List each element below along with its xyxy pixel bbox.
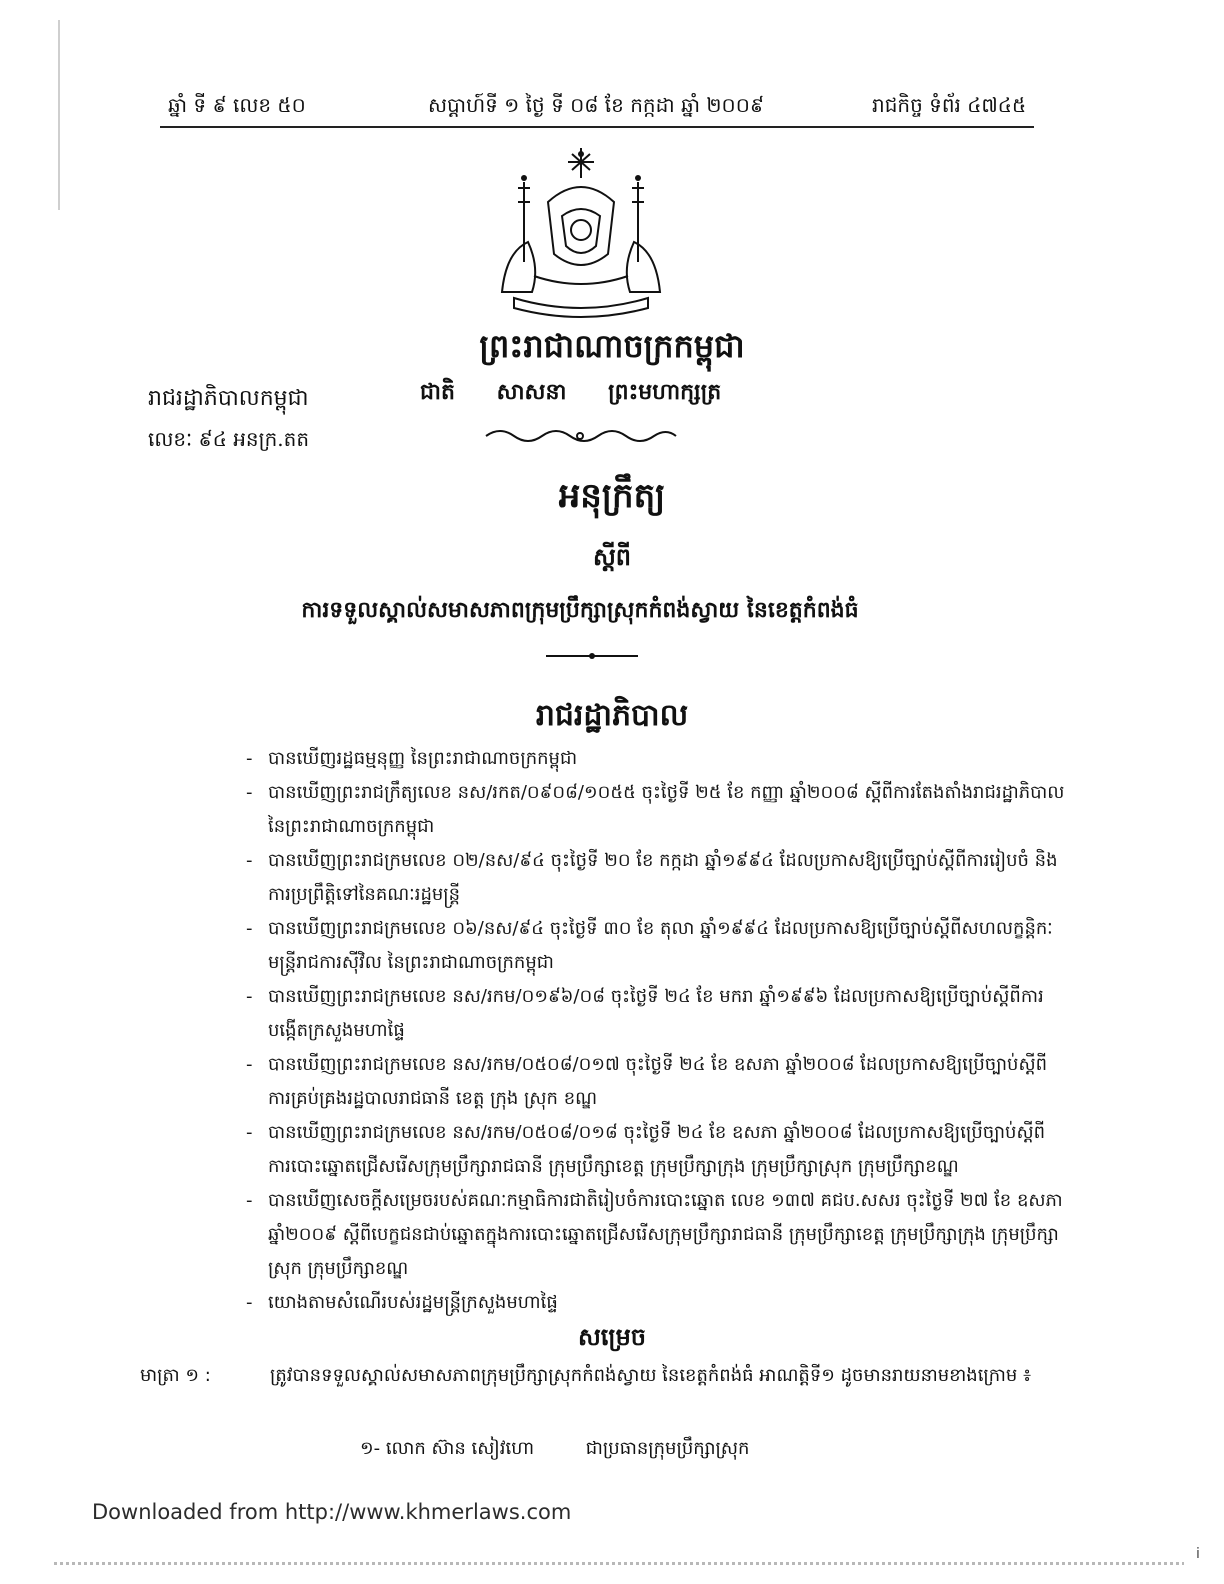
- issuing-government: រាជរដ្ឋាភិបាលកម្ពុជា: [148, 386, 309, 411]
- scan-bottom-edge: [54, 1562, 1184, 1565]
- decree-subject: ការទទួលស្គាល់សមាសភាពក្រុមប្រឹក្សាស្រុកកំពង់ស្វាយ នៃខេត្តកំពង់ធំ: [301, 597, 859, 623]
- gazette-year-issue: ឆ្នាំ ទី ៩ លេខ ៥០: [168, 93, 306, 117]
- member-name: ១- លោក ស៊ាន សៀវហោ: [360, 1438, 535, 1459]
- royal-government-heading: រាជរដ្ឋាភិបាល: [535, 698, 689, 733]
- motto-religion: សាសនា: [496, 379, 567, 405]
- recital-item: - បានឃើញព្រះរាជក្រឹត្យលេខ នស/រកត/០៩០៨/១០៥៥ ចុះថ្ងៃទី ២៥ ខែ កញ្ញា ឆ្នាំ២០០៨ ស្តីពីការតែងតាំងរាជរដ្ឋាភិបាល នៃព្រះរាជាណាចក្រកម្ពុជា: [246, 782, 1065, 837]
- recital-item: - បានឃើញព្រះរាជក្រមលេខ ០៦/នស/៩៤ ចុះថ្ងៃទី ៣០ ខែ តុលា ឆ្នាំ១៩៩៤ ដែលប្រកាសឱ្យប្រើច្បាប់ស្តីពីសហលក្ខន្តិកៈមន្ត្រីរាជការស៊ីវិល នៃព្រះរាជាណាចក្រកម្ពុជា: [246, 918, 1053, 973]
- gazette-header: [0, 84, 1224, 124]
- member-role: ជាប្រធានក្រុមប្រឹក្សាស្រុក: [585, 1438, 750, 1459]
- motto-nation: ជាតិ: [420, 379, 455, 405]
- recital-text: បានឃើញព្រះរាជក្រមលេខ នស/រកម/០៥០៨/០១៧ ចុះថ្ងៃទី ២៤ ខែ ឧសភា ឆ្នាំ២០០៨ ដែលប្រកាសឱ្យប្រើច្បាប់ស្តីពីការគ្រប់គ្រងរដ្ឋបាលរាជធានី ខេត្ត ក្រុង ស្រុក ខណ្ឌ: [268, 1054, 1048, 1109]
- recital-item: - បានឃើញព្រះរាជក្រមលេខ នស/រកម/០១៩៦/០៨ ចុះថ្ងៃទី ២៤ ខែ មករា ឆ្នាំ១៩៩៦ ដែលប្រកាសឱ្យប្រើច្បាប់ស្តីពីការបង្កើតក្រសួងមហាផ្ទៃ: [246, 986, 1044, 1041]
- royal-coat-of-arms-emblem: [488, 142, 674, 320]
- decision-heading: សម្រេច: [577, 1322, 647, 1351]
- recital-item: - បានឃើញព្រះរាជក្រមលេខ នស/រកម/០៥០៨/០១៧ ចុះថ្ងៃទី ២៤ ខែ ឧសភា ឆ្នាំ២០០៨ ដែលប្រកាសឱ្យប្រើច្បាប់ស្តីពីការគ្រប់គ្រងរដ្ឋបាលរាជធានី ខេត្ត ក្រុង ស្រុក ខណ្ឌ: [246, 1054, 1048, 1109]
- article-1-text: ត្រូវបានទទួលស្គាល់សមាសភាពក្រុមប្រឹក្សាស្រុកកំពង់ស្វាយ នៃខេត្តកំពង់ធំ អាណត្តិទី១ ដូចមានរាយនាមខាងក្រោម ៖: [270, 1365, 1031, 1386]
- gazette-date: សប្តាហ៍ទី ១ ថ្ងៃ ទី ០៨ ខែ កក្កដា ឆ្នាំ ២០០៩: [428, 93, 765, 117]
- recital-text: បានឃើញព្រះរាជក្រមលេខ នស/រកម/០៥០៨/០១៨ ចុះថ្ងៃទី ២៤ ខែ ឧសភា ឆ្នាំ២០០៨ ដែលប្រកាសឱ្យប្រើច្បាប់ស្តីពីការបោះឆ្នោតជ្រើសរើសក្រុមប្រឹក្សារាជធានី ក្រុមប្រឹក្សាខេត្ត ក្រុមប្រឹក្សាក្រុង ក្រុមប្រឹក្សាស្រុក ក្រុមប្រឹក្សាខណ្ឌ: [268, 1122, 1046, 1177]
- recital-text: បានឃើញព្រះរាជក្រមលេខ ០៦/នស/៩៤ ចុះថ្ងៃទី ៣០ ខែ តុលា ឆ្នាំ១៩៩៤ ដែលប្រកាសឱ្យប្រើច្បាប់ស្តីពីសហលក្ខន្តិកៈមន្ត្រីរាជការស៊ីវិល នៃព្រះរាជាណាចក្រកម្ពុជា: [268, 918, 1053, 973]
- motto-king: ព្រះមហាក្សត្រ: [608, 379, 722, 405]
- recital-item: - យោងតាមសំណើរបស់រដ្ឋមន្ត្រីក្រសួងមហាផ្ទៃ: [246, 1292, 558, 1313]
- reference-number: លេខៈ ៩៤ អនក្រ.តត: [148, 427, 310, 451]
- recital-item: - បានឃើញព្រះរាជក្រមលេខ ០២/នស/៩៤ ចុះថ្ងៃទី ២០ ខែ កក្កដា ឆ្នាំ១៩៩៤ ដែលប្រកាសឱ្យប្រើច្បាប់ស្តីពីការរៀបចំ និងការប្រព្រឹត្តិទៅនៃគណៈរដ្ឋមន្ត្រី: [246, 850, 1058, 905]
- recital-text: បានឃើញព្រះរាជក្រមលេខ នស/រកម/០១៩៦/០៨ ចុះថ្ងៃទី ២៤ ខែ មករា ឆ្នាំ១៩៩៦ ដែលប្រកាសឱ្យប្រើច្បាប់ស្តីពីការបង្កើតក្រសួងមហាផ្ទៃ: [268, 986, 1044, 1041]
- page-mark: i: [1196, 1546, 1200, 1562]
- header-rule: [160, 126, 1034, 128]
- recital-text: បានឃើញព្រះរាជក្រឹត្យលេខ នស/រកត/០៩០៨/១០៥៥ ចុះថ្ងៃទី ២៥ ខែ កញ្ញា ឆ្នាំ២០០៨ ស្តីពីការតែងតាំងរាជរដ្ឋាភិបាល នៃព្រះរាជាណាចក្រកម្ពុជា: [268, 782, 1065, 837]
- council-member-1: [360, 1436, 795, 1463]
- recitals-list: [246, 742, 1066, 1320]
- decree-title: អនុក្រឹត្យ: [558, 476, 666, 516]
- recital-text: យោងតាមសំណើរបស់រដ្ឋមន្ត្រីក្រសួងមហាផ្ទៃ: [268, 1292, 558, 1313]
- recital-item: - បានឃើញសេចក្តីសម្រេចរបស់គណៈកម្មាធិការជាតិរៀបចំការបោះឆ្នោត លេខ ១៣៧ គជប.សសរ ចុះថ្ងៃទី ២៧ ខែ ឧសភា ឆ្នាំ២០០៩ ស្តីពីបេក្ខជនជាប់ឆ្នោតក្នុងការបោះឆ្នោតជ្រើសរើសក្រុមប្រឹក្សារាជធានី ក្រុមប្រឹក្សាខេត្ត ក្រុមប្រឹក្សាក្រុង ក្រុមប្រឹក្សាស្រុក ក្រុមប្រឹក្សាខណ្ឌ: [246, 1190, 1063, 1279]
- article-1-label: មាត្រា ១ :: [140, 1365, 211, 1386]
- recital-item: - បានឃើញរដ្ឋធម្មនុញ្ញ នៃព្រះរាជាណាចក្រកម្ពុជា: [246, 748, 578, 769]
- recital-text: បានឃើញព្រះរាជក្រមលេខ ០២/នស/៩៤ ចុះថ្ងៃទី ២០ ខែ កក្កដា ឆ្នាំ១៩៩៤ ដែលប្រកាសឱ្យប្រើច្បាប់ស្តីពីការរៀបចំ និងការប្រព្រឹត្តិទៅនៃគណៈរដ្ឋមន្ត្រី: [268, 850, 1058, 905]
- recital-item: - បានឃើញព្រះរាជក្រមលេខ នស/រកម/០៥០៨/០១៨ ចុះថ្ងៃទី ២៤ ខែ ឧសភា ឆ្នាំ២០០៨ ដែលប្រកាសឱ្យប្រើច្បាប់ស្តីពីការបោះឆ្នោតជ្រើសរើសក្រុមប្រឹក្សារាជធានី ក្រុមប្រឹក្សាខេត្ត ក្រុមប្រឹក្សាក្រុង ក្រុមប្រឹក្សាស្រុក ក្រុមប្រឹក្សាខណ្ឌ: [246, 1122, 1046, 1177]
- kingdom-title: ព្រះរាជាណាចក្រកម្ពុជា: [479, 327, 745, 365]
- gazette-page-number: រាជកិច្ច ទំព័រ ៤៧៤៥: [872, 93, 1027, 117]
- article-1: [140, 1360, 1070, 1392]
- download-source-footer: Downloaded from http://www.khmerlaws.com: [92, 1500, 572, 1524]
- recital-text: បានឃើញសេចក្តីសម្រេចរបស់គណៈកម្មាធិការជាតិរៀបចំការបោះឆ្នោត លេខ ១៣៧ គជប.សសរ ចុះថ្ងៃទី ២៧ ខែ ឧសភា ឆ្នាំ២០០៩ ស្តីពីបេក្ខជនជាប់ឆ្នោតក្នុងការបោះឆ្នោតជ្រើសរើសក្រុមប្រឹក្សារាជធានី ក្រុមប្រឹក្សាខេត្ត ក្រុមប្រឹក្សាក្រុង ក្រុមប្រឹក្សាស្រុក ក្រុមប្រឹក្សាខណ្ឌ: [268, 1190, 1063, 1279]
- national-motto: [420, 378, 755, 410]
- recital-text: បានឃើញរដ្ឋធម្មនុញ្ញ នៃព្រះរាជាណាចក្រកម្ពុជា: [268, 748, 578, 769]
- subject-divider: [546, 652, 638, 660]
- about-label: ស្តីពី: [592, 542, 632, 571]
- motto-ornament-divider: [480, 424, 680, 448]
